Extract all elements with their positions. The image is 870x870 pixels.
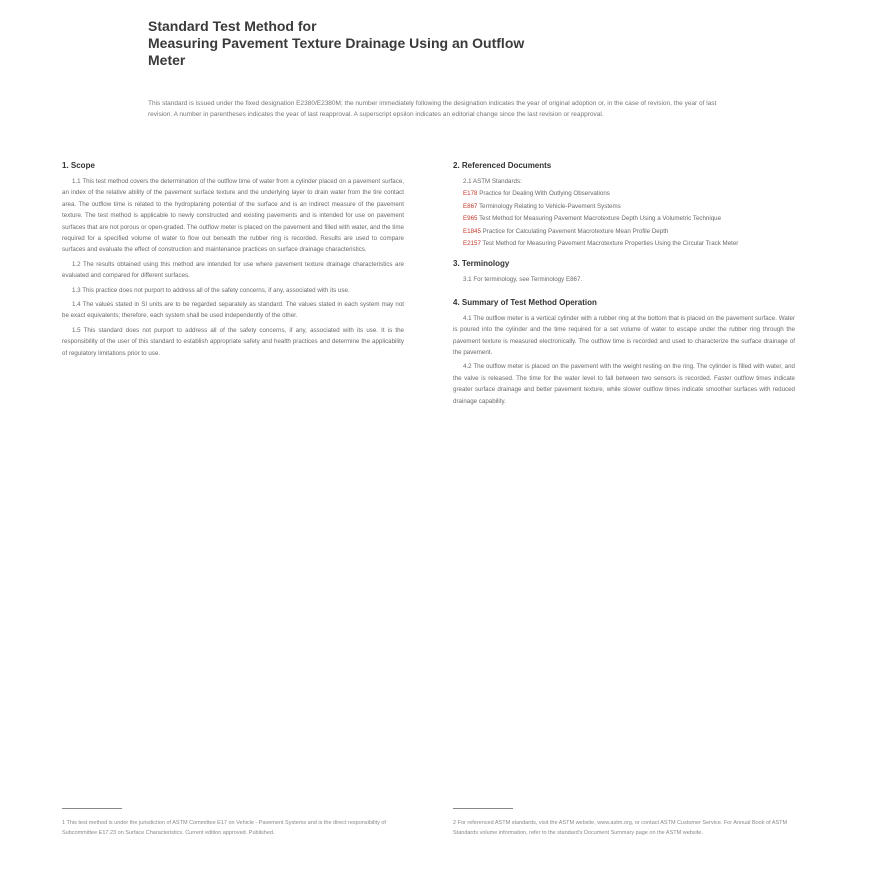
reference-code[interactable]: E2157 — [463, 240, 481, 248]
reference-item — [463, 213, 795, 224]
section-heading-scope: 1. Scope — [62, 161, 95, 170]
footnote-rule — [62, 808, 122, 809]
paragraph: 4.2 The outflow meter is placed on the pavement with the weight resting on the ring. The cylinder is filled with water, and the valve is released. The time for the water level to fall between two sensors is recorded. Faster outflow times indicate greater surface drainage and better pavement texture, while slower outflow times indicate smoother surfaces with reduced drainage capability. — [453, 363, 795, 405]
section-heading-summary: 4. Summary of Test Method Operation — [453, 297, 597, 307]
paragraph: 1.4 The values stated in SI units are to be regarded separately as standard. The values stated in each system may not be exact equivalents; therefore, each system shall be used independently of the other. — [62, 301, 404, 320]
reference-item — [463, 226, 795, 237]
right-column — [453, 160, 795, 410]
paragraph: 3.1 For terminology, see Terminology E867. — [463, 276, 583, 284]
designation-note: This standard is issued under the fixed designation E2380/E2380M; the number immediately following the designation indicates the year of original adoption or, in the case of revision, the year of last revision. A number in parentheses indicates the year of last reapproval. A superscript epsilon indicates an editorial change since the last revision or reapproval. — [148, 100, 717, 118]
paragraph: 1.1 This test method covers the determination of the outflow time of water from a cylinder placed on a pavement surface, an index of the relative ability of the pavement surface texture and the underlying layer to drain water from the tire contact area. The outflow time is related to the hydroplaning potential of the surface and is an indirect measure of the pavement texture. The test method is applicable to newly constructed and existing pavements and is intended for use on pavement surfaces that are not porous or open-graded. The outflow meter is placed on the pavement and filled with water, and the time required for a specified volume of water to flow out beneath the rubber ring is recorded. Results are used to compare surfaces and evaluate the effect of construction and maintenance practices on surface drainage characteristics. — [62, 178, 404, 254]
reference-title: Test Method for Measuring Pavement Macrotexture Properties Using the Circular Track Meter — [482, 240, 739, 248]
reference-title: Practice for Calculating Pavement Macrotexture Mean Profile Depth — [482, 227, 669, 235]
reference-title: Practice for Dealing With Outlying Observations — [479, 190, 610, 198]
reference-code[interactable]: E867 — [463, 202, 478, 210]
ref-lead: 2.1 ASTM Standards: — [463, 178, 522, 185]
reference-title: Terminology Relating to Vehicle-Pavement Systems — [479, 202, 621, 210]
paragraph: 1.2 The results obtained using this method are intended for use where pavement texture drainage characteristics are evaluated and compared for different surfaces. — [62, 260, 404, 280]
footnote-right: 2 For referenced ASTM standards, visit the ASTM website, www.astm.org, or contact ASTM Customer Service. For Annual Book of ASTM Standards volume information, refer to the standard's Document Summary page on the ASTM website. — [453, 820, 788, 836]
reference-code[interactable]: E965 — [463, 215, 478, 223]
title-line-3: Meter — [148, 52, 186, 68]
reference-item — [463, 201, 795, 212]
footnote-rule — [453, 808, 513, 809]
reference-code[interactable]: E178 — [463, 190, 478, 198]
paragraph: 1.5 This standard does not purport to address all of the safety concerns, if any, associated with its use. It is the responsibility of the user of this standard to establish appropriate safety and health practices and determine the applicability of regulatory limitations prior to use. — [62, 326, 404, 357]
section-heading-terminology: 3. Terminology — [453, 259, 510, 269]
paragraph: 4.1 The outflow meter is a vertical cylinder with a rubber ring at the bottom that is placed on the pavement surface. Water is poured into the cylinder and the time required for a set volume of water to escape under the rubber ring through the pavement texture is measured electronically. The outflow time is recorded and used to characterize the surface drainage of the pavement. — [453, 314, 795, 357]
section-heading-referenced-documents: 2. Referenced Documents — [453, 161, 552, 170]
document-title — [148, 18, 748, 69]
reference-code[interactable]: E1845 — [463, 227, 481, 235]
footnote-left: 1 This test method is under the jurisdiction of ASTM Committee E17 on Vehicle - Pavement Systems and is the direct responsibility of Subcommittee E17.23 on Surface Characteristics. Current edition approved. Published. — [62, 820, 386, 836]
title-line-1: Standard Test Method for — [148, 18, 317, 34]
reference-title: Test Method for Measuring Pavement Macrotexture Depth Using a Volumetric Technique — [479, 215, 722, 223]
title-line-2: Measuring Pavement Texture Drainage Using an Outflow — [148, 35, 525, 51]
reference-item — [463, 188, 795, 199]
left-column — [62, 160, 404, 362]
paragraph: 1.3 This practice does not purport to address all of the safety concerns, if any, associated with its use. — [72, 286, 350, 294]
reference-item — [463, 238, 795, 249]
